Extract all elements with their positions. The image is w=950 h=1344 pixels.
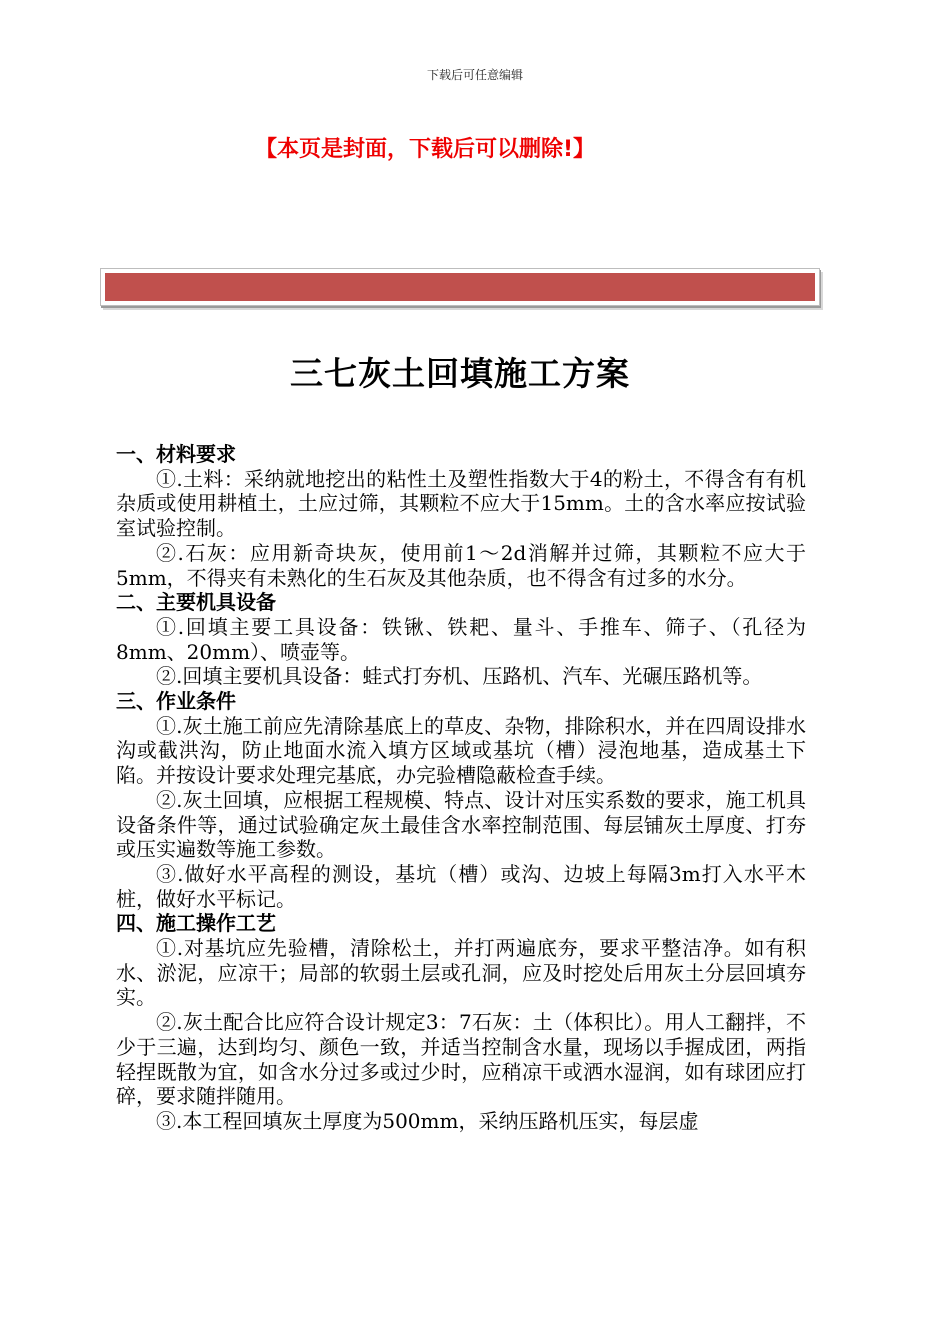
section-paragraph: ③.做好水平高程的测设，基坑（槽）或沟、边坡上每隔3m打入水平木桩，做好水平标记。	[116, 861, 806, 911]
decorative-banner	[100, 268, 820, 306]
section-paragraph: ②.回填主要机具设备：蛙式打夯机、压路机、汽车、光碾压路机等。	[156, 664, 763, 689]
document-title: 三七灰土回填施工方案	[290, 354, 630, 393]
section-paragraph: ①.灰土施工前应先清除基底上的草皮、杂物，排除积水，并在四周设排水沟或截洪沟，防止地面水流入填方区域或基坑（槽）浸泡地基，造成基土下陷。并按设计要求处理完基底，办完验槽隐蔽检查手续。	[116, 713, 806, 788]
header-note: 下载后可任意编辑	[426, 68, 523, 82]
section-paragraph: ②.灰土回填，应根据工程规模、特点、设计对压实系数的要求，施工机具设备条件等，通过试验确定灰土最佳含水率控制范围、每层铺灰土厚度、打夯或压实遍数等施工参数。	[116, 787, 806, 862]
section-heading: 四、施工操作工艺	[116, 911, 276, 936]
section-heading: 三、作业条件	[116, 689, 236, 714]
section-paragraph: ①.土料：采纳就地挖出的粘性土及塑性指数大于4的粉土，不得含有有机杂质或使用耕植土，土应过筛，其颗粒不应大于15mm。土的含水率应按试验室试验控制。	[116, 466, 806, 541]
cover-notice: 【本页是封面，下载后可以删除!】	[254, 137, 596, 162]
section-paragraph: ①.对基坑应先验槽，清除松土，并打两遍底夯，要求平整洁净。如有积水、淤泥，应凉干；局部的软弱土层或孔洞，应及时挖处后用灰土分层回填夯实。	[116, 936, 806, 1010]
document-body	[116, 442, 806, 1134]
section-heading: 二、主要机具设备	[116, 590, 276, 615]
banner-bar	[105, 273, 815, 301]
section-paragraph: ②.灰土配合比应符合设计规定3：7石灰：土（体积比）。用人工翻拌，不少于三遍，达到均匀、颜色一致，并适当控制含水量，现场以手握成团，两指轻捏既散为宜，如含水分过多或过少时，应稍凉干或洒水湿润，如有球团应打碎，要求随拌随用。	[116, 1010, 806, 1109]
section-paragraph: ①.回填主要工具设备：铁锹、铁耙、量斗、手推车、筛子、（孔径为8mm、20mm）、喷壶等。	[116, 614, 806, 664]
section-heading: 一、材料要求	[116, 442, 236, 466]
section-paragraph: ③.本工程回填灰土厚度为500mm，采纳压路机压实，每层虚	[156, 1108, 699, 1133]
section-paragraph: ②.石灰：应用新奇块灰，使用前1～2d消解并过筛，其颗粒不应大于5mm，不得夹有未熟化的生石灰及其他杂质，也不得含有过多的水分。	[116, 540, 806, 590]
